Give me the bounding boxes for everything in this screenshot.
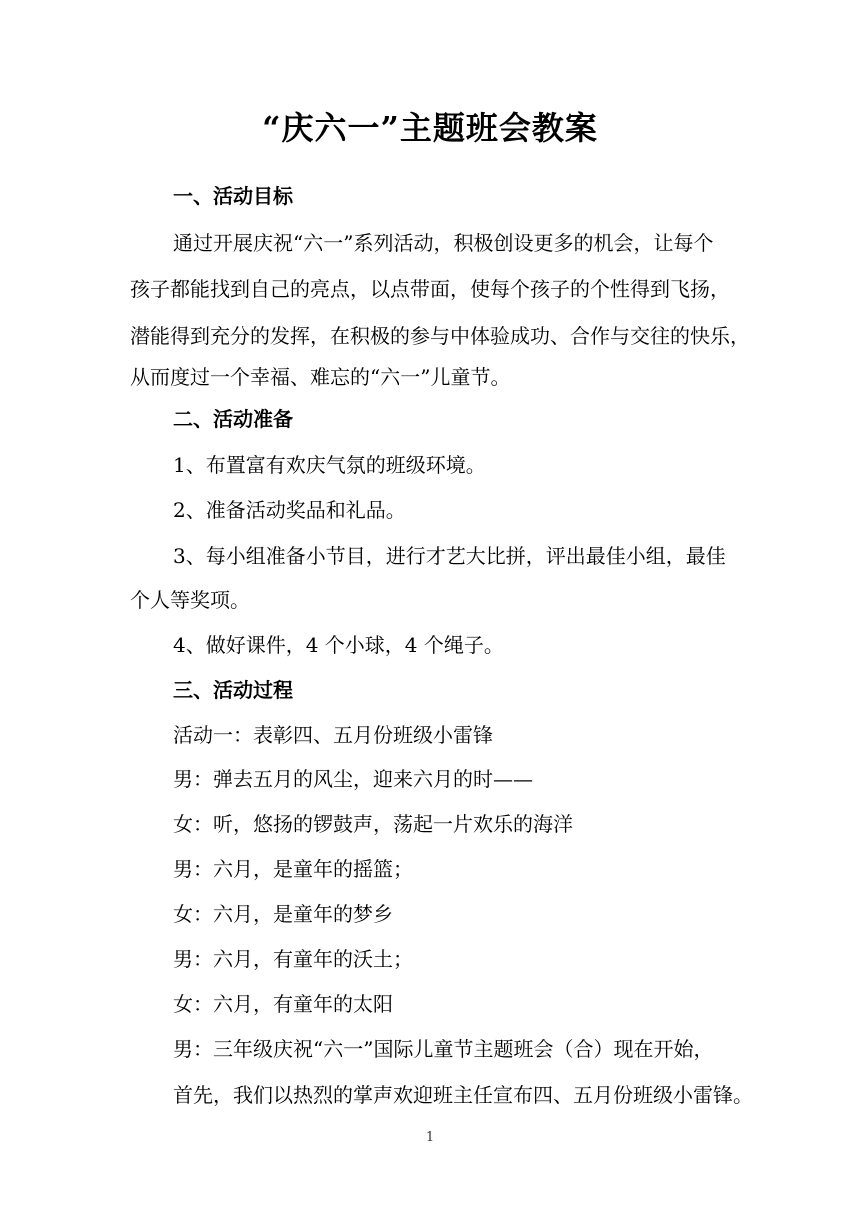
list-item: 1、布置富有欢庆气氛的班级环境。: [173, 453, 486, 477]
paragraph-line: 从而度过一个幸福、难忘的“六一”儿童节。: [130, 365, 511, 389]
dialogue-line: 男：弹去五月的风尘，迎来六月的时——: [173, 767, 533, 791]
paragraph-line: 潜能得到充分的发挥，在积极的参与中体验成功、合作与交往的快乐，: [130, 324, 750, 348]
section-heading-preparation: 二、活动准备: [173, 407, 293, 431]
list-item-continuation: 个人等奖项。: [130, 588, 250, 612]
section-heading-goals: 一、活动目标: [173, 184, 293, 208]
list-item: 4、做好课件，4 个小球，4 个绳子。: [173, 633, 504, 657]
dialogue-line: 女：六月，是童年的梦乡: [173, 902, 393, 926]
dialogue-line: 女：六月，有童年的太阳: [173, 992, 393, 1016]
document-title: “庆六一”主题班会教案: [262, 109, 598, 147]
paragraph-line: 通过开展庆祝“六一”系列活动，积极创设更多的机会，让每个: [173, 231, 714, 255]
dialogue-line: 女：听，悠扬的锣鼓声，荡起一片欢乐的海洋: [173, 812, 573, 836]
dialogue-line: 活动一：表彰四、五月份班级小雷锋: [173, 723, 493, 747]
dialogue-line: 男：三年级庆祝“六一”国际儿童节主题班会（合）现在开始，: [173, 1037, 714, 1061]
list-item: 2、准备活动奖品和礼品。: [173, 498, 406, 522]
paragraph-line: 孩子都能找到自己的亮点，以点带面，使每个孩子的个性得到飞扬，: [130, 277, 730, 301]
page-number: 1: [425, 1130, 435, 1145]
dialogue-line: 男：六月，是童年的摇篮；: [173, 857, 413, 881]
dialogue-line: 男：六月，有童年的沃土；: [173, 947, 413, 971]
dialogue-line: 首先，我们以热烈的掌声欢迎班主任宣布四、五月份班级小雷锋。: [173, 1083, 753, 1107]
section-heading-process: 三、活动过程: [173, 678, 293, 702]
list-item: 3、每小组准备小节目，进行才艺大比拼，评出最佳小组，最佳: [173, 544, 726, 568]
